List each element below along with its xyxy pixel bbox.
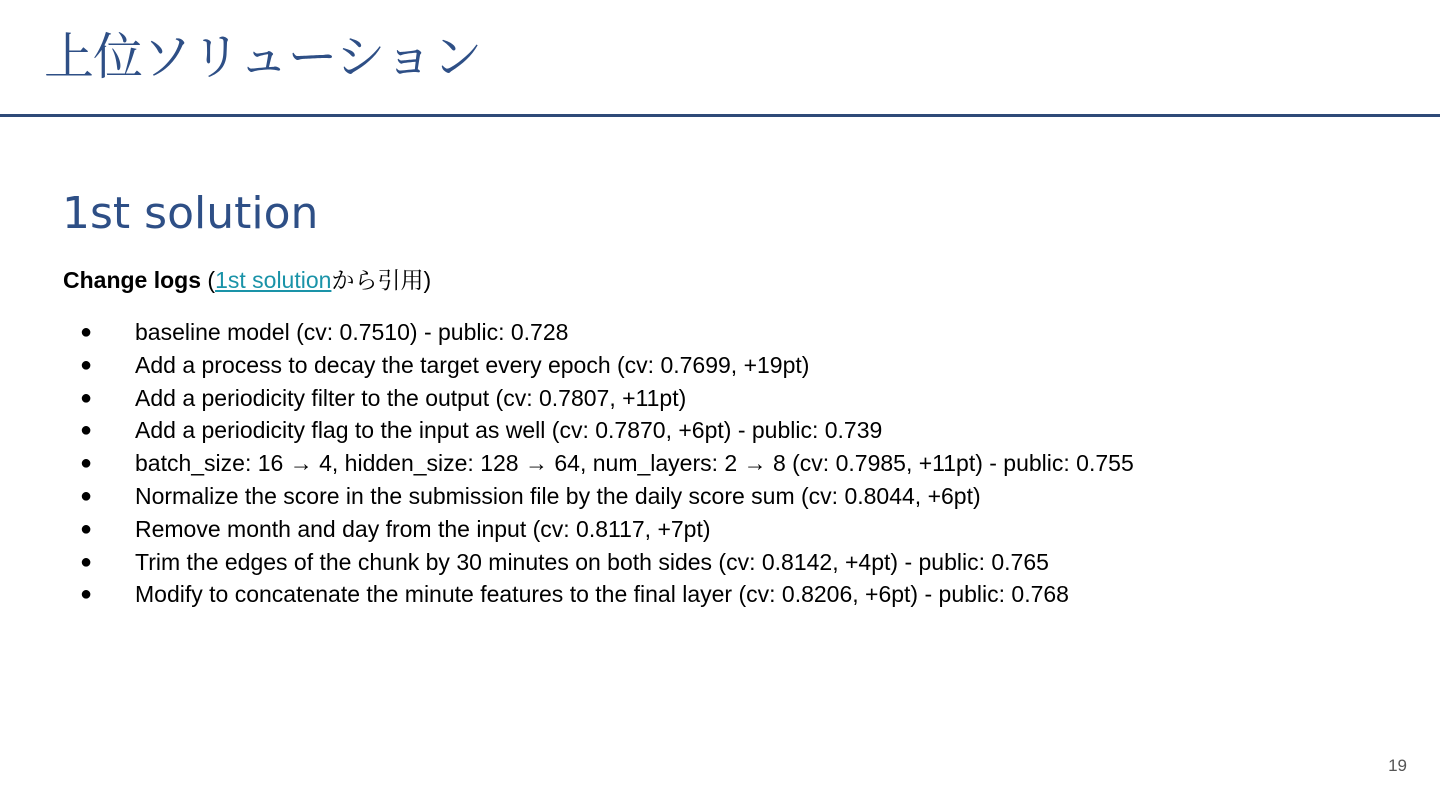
subheading-suffix: から引用) (331, 267, 432, 293)
bullet-icon: ● (80, 484, 93, 507)
list-item-text: baseline model (cv: 0.7510) - public: 0.728 (135, 319, 569, 345)
list-item-text: Trim the edges of the chunk by 30 minutes on both sides (cv: 0.8142, +4pt) - public: 0.765 (135, 548, 1049, 575)
bullet-icon: ● (80, 386, 93, 409)
bullet-icon: ● (80, 517, 93, 540)
list-item-text: Add a periodicity flag to the input as well (cv: 0.7870, +6pt) - public: 0.739 (135, 417, 883, 444)
list-item-text: Normalize the score in the submission file by the daily score sum (cv: 0.8044, +6pt) (135, 482, 981, 509)
list-item-text: batch_size: 16 → 4, hidden_size: 128 → 64, num_layers: 2 → 8 (cv: 0.7985, +11pt) - public: 0.755 (135, 450, 1134, 477)
list-item-text: Add a process to decay the target every epoch (cv: 0.7699, +19pt) (135, 351, 810, 378)
solution-link[interactable]: 1st solution (215, 267, 332, 293)
title-divider (0, 114, 1440, 117)
slide-title: 上位ソリューション (44, 28, 482, 86)
list-item-text: Modify to concatenate the minute features to the final layer (cv: 0.8206, +6pt) - public: 0.768 (135, 581, 1069, 608)
bullet-icon: ● (80, 550, 93, 573)
bullet-icon: ● (80, 321, 93, 343)
change-logs-label: Change logs (63, 267, 202, 293)
bullet-icon: ● (80, 419, 93, 442)
bullet-icon: ● (80, 353, 93, 376)
bullet-icon: ● (80, 452, 93, 475)
open-paren: ( (201, 267, 216, 293)
change-logs-subheading (63, 265, 431, 295)
section-heading: 1st solution (62, 188, 319, 239)
list-item-text: Remove month and day from the input (cv: 0.8117, +7pt) (135, 515, 711, 542)
bullet-icon: ● (80, 583, 93, 606)
list-item-text: Add a periodicity filter to the output (cv: 0.7807, +11pt) (135, 384, 687, 411)
page-number: 19 (1388, 756, 1407, 775)
